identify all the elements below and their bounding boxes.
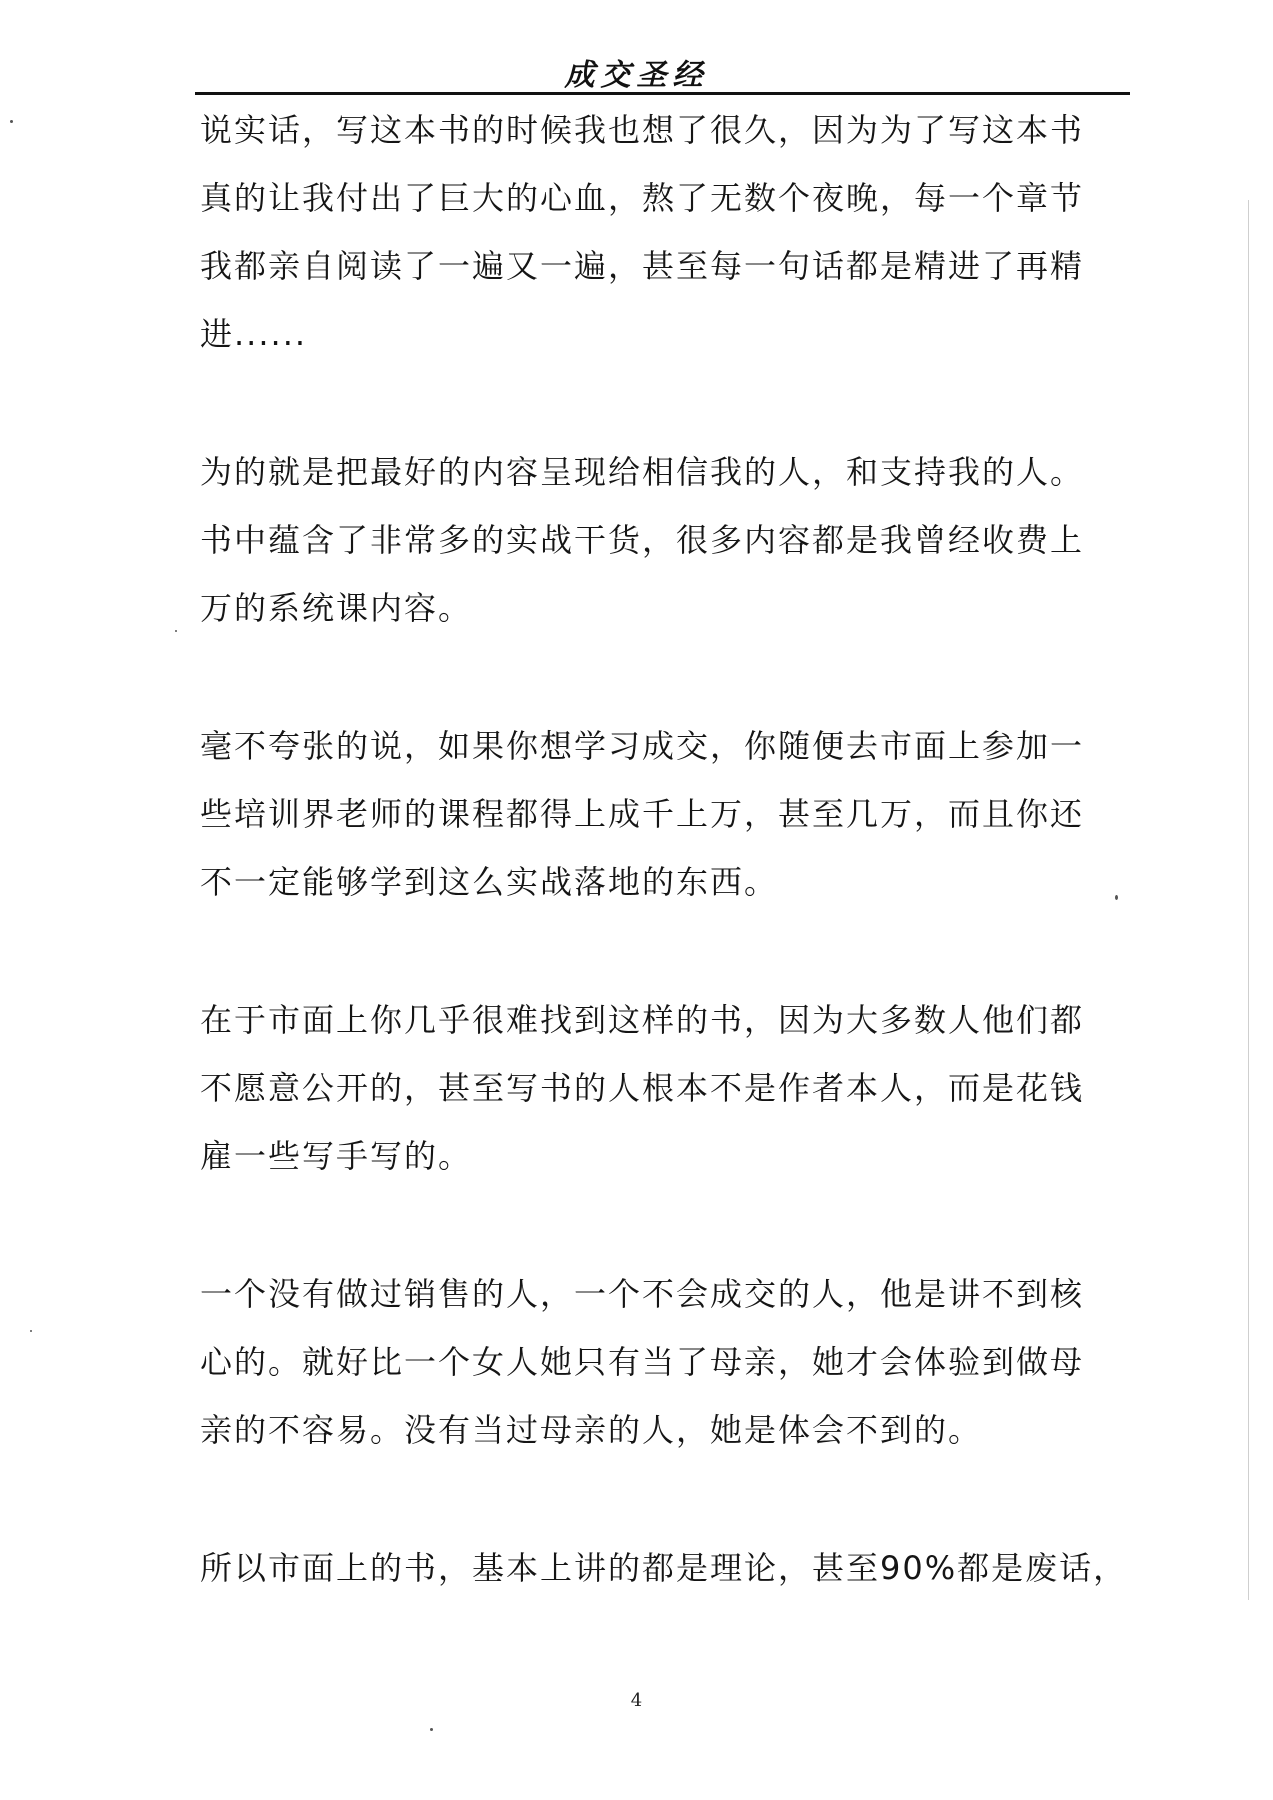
paragraph-2: [200, 438, 1135, 642]
text-line: 万的系统课内容。: [200, 589, 473, 627]
paragraph-1: [200, 96, 1135, 368]
scan-speck: [10, 120, 13, 123]
paragraph-4: [200, 986, 1135, 1190]
text-line: 进......: [200, 315, 308, 353]
paragraph-3: [200, 712, 1135, 916]
text-line: 为的就是把最好的内容呈现给相信我的人，和支持我的人。: [200, 453, 1085, 491]
running-header-title: 成交圣经: [564, 58, 709, 93]
scan-speck: [1115, 895, 1118, 900]
page-number: 4: [630, 1690, 643, 1711]
body-text: [200, 96, 1135, 1672]
text-line: 亲的不容易。没有当过母亲的人，她是体会不到的。: [200, 1411, 983, 1449]
text-line: 些培训界老师的课程都得上成千上万，甚至几万，而且你还: [200, 795, 1085, 833]
text-line: 心的。就好比一个女人她只有当了母亲，她才会体验到做母: [200, 1343, 1085, 1381]
text-line: 雇一些写手写的。: [200, 1137, 473, 1175]
text-line: 我都亲自阅读了一遍又一遍，甚至每一句话都是精进了再精: [200, 247, 1085, 285]
text-line: 不一定能够学到这么实战落地的东西。: [200, 863, 779, 901]
text-line: 不愿意公开的，甚至写书的人根本不是作者本人，而是花钱: [200, 1069, 1085, 1107]
scan-speck: [430, 1728, 433, 1731]
text-line: 书中蕴含了非常多的实战干货，很多内容都是我曾经收费上: [200, 521, 1085, 559]
text-line: 所以市面上的书，基本上讲的都是理论，甚至90%都是废话，: [200, 1549, 1128, 1587]
text-line: 在于市面上你几乎很难找到这样的书，因为大多数人他们都: [200, 1001, 1085, 1039]
text-line: 说实话，写这本书的时候我也想了很久，因为为了写这本书: [200, 111, 1085, 149]
text-line: 一个没有做过销售的人，一个不会成交的人，他是讲不到核: [200, 1275, 1085, 1313]
text-line: 真的让我付出了巨大的心血，熬了无数个夜晚，每一个章节: [200, 179, 1085, 217]
header-rule: [195, 92, 1130, 95]
paragraph-6: [200, 1534, 1135, 1602]
text-line: 毫不夸张的说，如果你想学习成交，你随便去市面上参加一: [200, 727, 1085, 765]
scan-speck: [30, 1330, 32, 1332]
scan-edge-line: [1248, 200, 1249, 1600]
scan-speck: [175, 630, 177, 632]
paragraph-5: [200, 1260, 1135, 1464]
